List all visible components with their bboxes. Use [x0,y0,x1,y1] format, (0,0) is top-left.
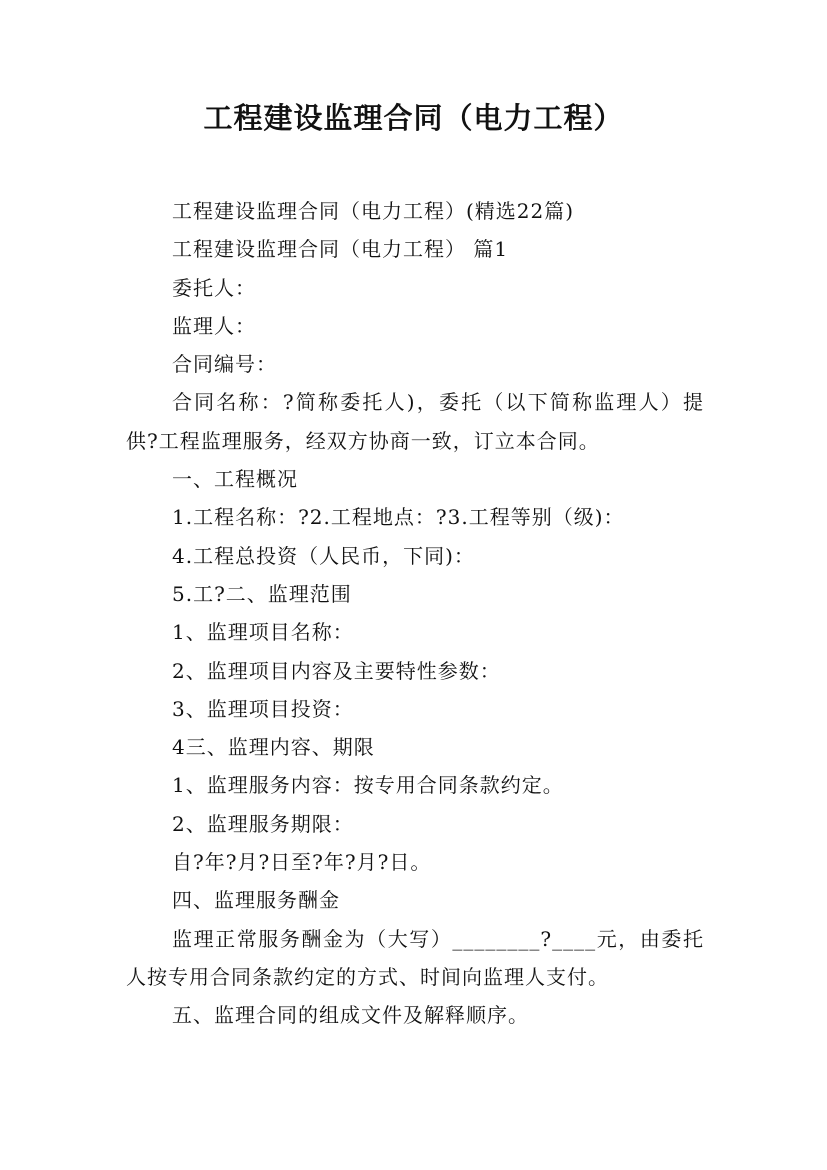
paragraph-project-name: 1、监理项目名称： [172,620,354,645]
paragraph-service-period: 2、监理服务期限： [172,811,354,836]
paragraph-section-4-heading: 四、监理服务酬金 [172,888,340,913]
paragraph-total-investment: 4.工程总投资（人民币，下同)： [172,543,475,568]
document-title: 工程建设监理合同（电力工程） [203,101,624,135]
paragraph-collection-title: 工程建设监理合同（电力工程）(精选22篇) [172,199,575,223]
paragraph-project-content: 2、监理项目内容及主要特性参数： [172,658,501,683]
paragraph-contract-name: 合同名称：?简称委托人)，委托（以下简称监理人）提供?工程监理服务，经双方协商一致，订立本合同。 [126,390,704,453]
paragraph-section-5-heading: 五、监理合同的组成文件及解释顺序。 [172,1003,529,1028]
paragraph-client: 委托人： [172,275,256,300]
paragraph-section-3-heading: 4三、监理内容、期限 [172,735,375,760]
paragraph-article-heading: 工程建设监理合同（电力工程） 篇1 [172,237,509,262]
paragraph-supervisor: 监理人： [172,313,256,338]
paragraph-project-investment: 3、监理项目投资： [172,696,354,721]
document-body [126,192,704,1035]
paragraph-fee: 监理正常服务酬金为（大写）________?____元，由委托人按专用合同条款约定的方式、时间向监理人支付。 [126,926,704,989]
paragraph-section-1-heading: 一、工程概况 [172,467,298,492]
paragraph-contract-number: 合同编号： [172,352,277,377]
paragraph-section-2-heading: 5.工?二、监理范围 [172,581,352,606]
paragraph-date-range: 自?年?月?日至?年?月?日。 [172,850,432,875]
paragraph-service-content: 1、监理服务内容：按专用合同条款约定。 [172,773,564,798]
paragraph-project-info: 1.工程名称：?2.工程地点：?3.工程等别（级)： [172,505,625,530]
